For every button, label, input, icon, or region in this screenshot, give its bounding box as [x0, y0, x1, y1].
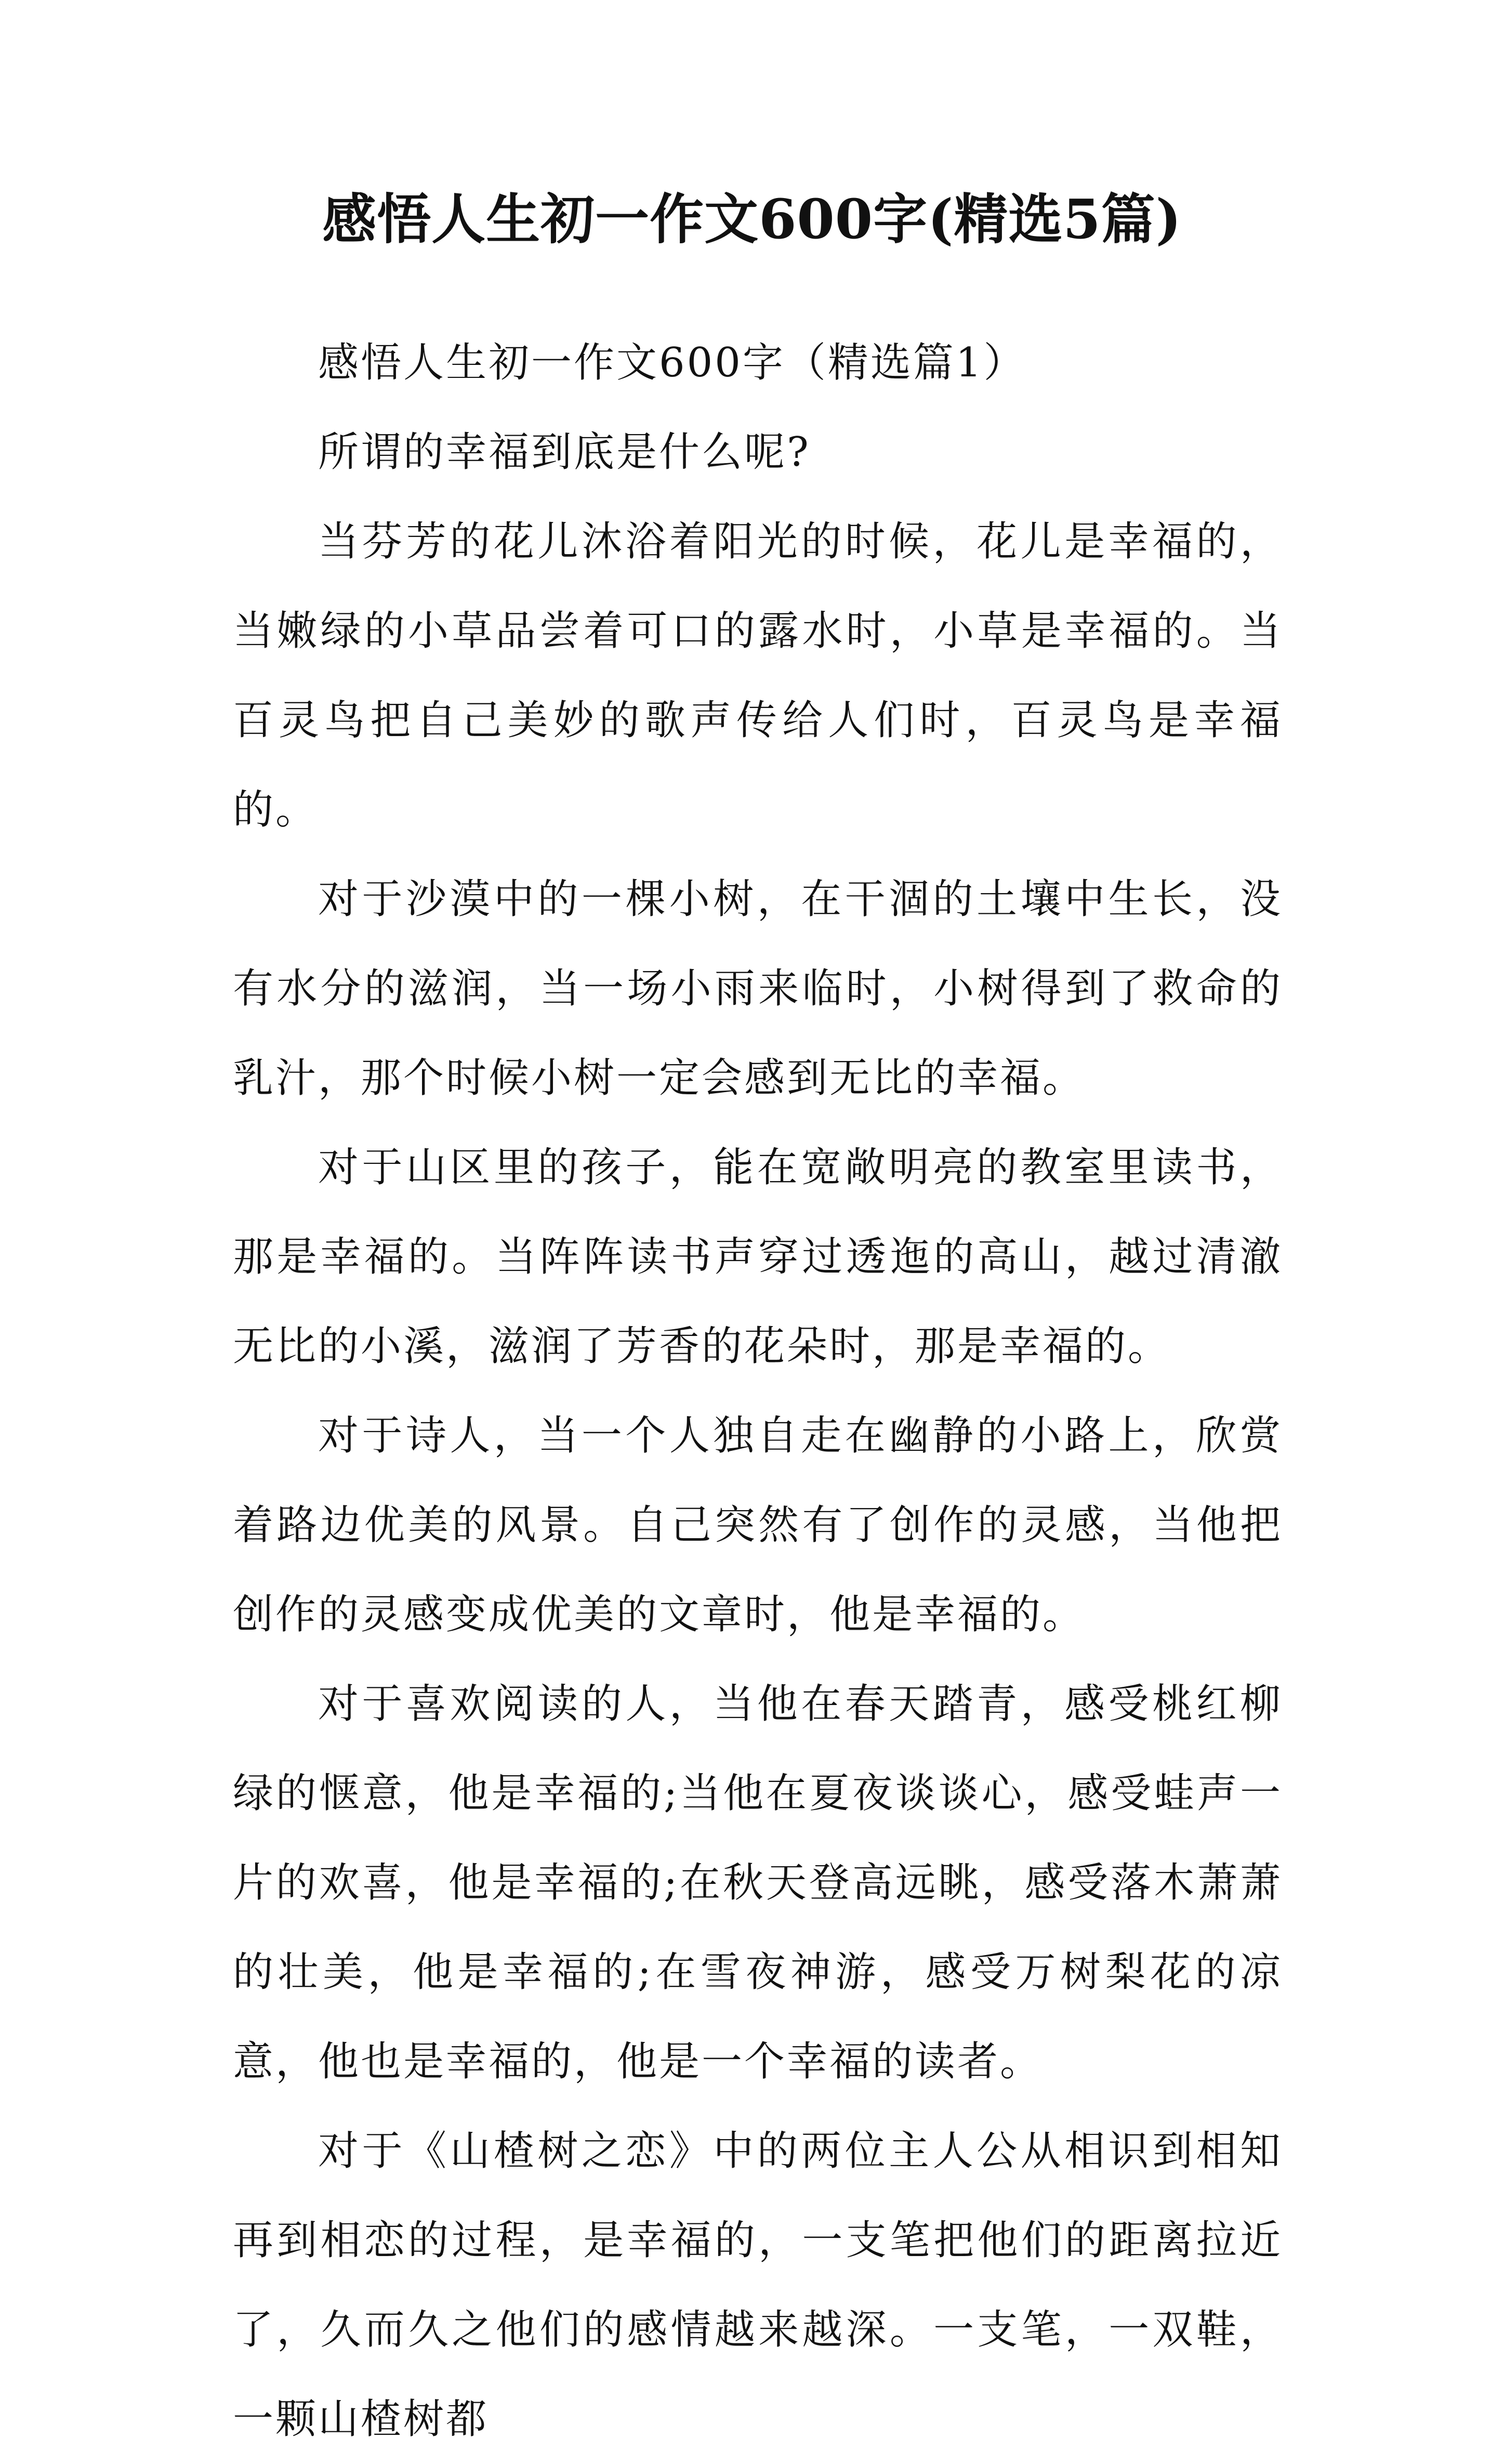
paragraph: 对于沙漠中的一棵小树，在干涸的土壤中生长，没有水分的滋润，当一场小雨来临时，小树得到了救命的乳汁，那个时候小树一定会感到无比的幸福。 [233, 876, 1283, 1102]
document-title: 感悟人生初一作文600字(精选5篇) [322, 187, 1182, 251]
paragraph: 对于山区里的孩子，能在宽敞明亮的教室里读书，那是幸福的。当阵阵读书声穿过透迤的高山，越过清澈无比的小溪，滋润了芳香的花朵时，那是幸福的。 [233, 1144, 1283, 1370]
paragraph: 对于喜欢阅读的人，当他在春天踏青，感受桃红柳绿的惬意，他是幸福的;当他在夏夜谈谈心，感受蛙声一片的欢喜，他是幸福的;在秋天登高远眺，感受落木萧萧的壮美，他是幸福的;在雪夜神游，感受万树梨花的凉意，他也是幸福的，他是一个幸福的读者。 [233, 1681, 1283, 2085]
paragraph-heading: 感悟人生初一作文600字（精选篇1） [318, 339, 1026, 386]
paragraph: 对于诗人，当一个人独自走在幽静的小路上，欣赏着路边优美的风景。自己突然有了创作的灵感，当他把创作的灵感变成优美的文章时，他是幸福的。 [233, 1412, 1283, 1638]
paragraph: 对于《山楂树之恋》中的两位主人公从相识到相知再到相恋的过程，是幸福的，一支笔把他们的距离拉近了，久而久之他们的感情越来越深。一支笔，一双鞋，一颗山楂树都 [233, 2128, 1283, 2443]
paragraph: 所谓的幸福到底是什么呢? [318, 429, 811, 476]
document-body [233, 318, 1283, 2464]
paragraph: 当芬芳的花儿沐浴着阳光的时候，花儿是幸福的，当嫩绿的小草品尝着可口的露水时，小草是幸福的。当百灵鸟把自己美妙的歌声传给人们时，百灵鸟是幸福的。 [233, 518, 1283, 833]
